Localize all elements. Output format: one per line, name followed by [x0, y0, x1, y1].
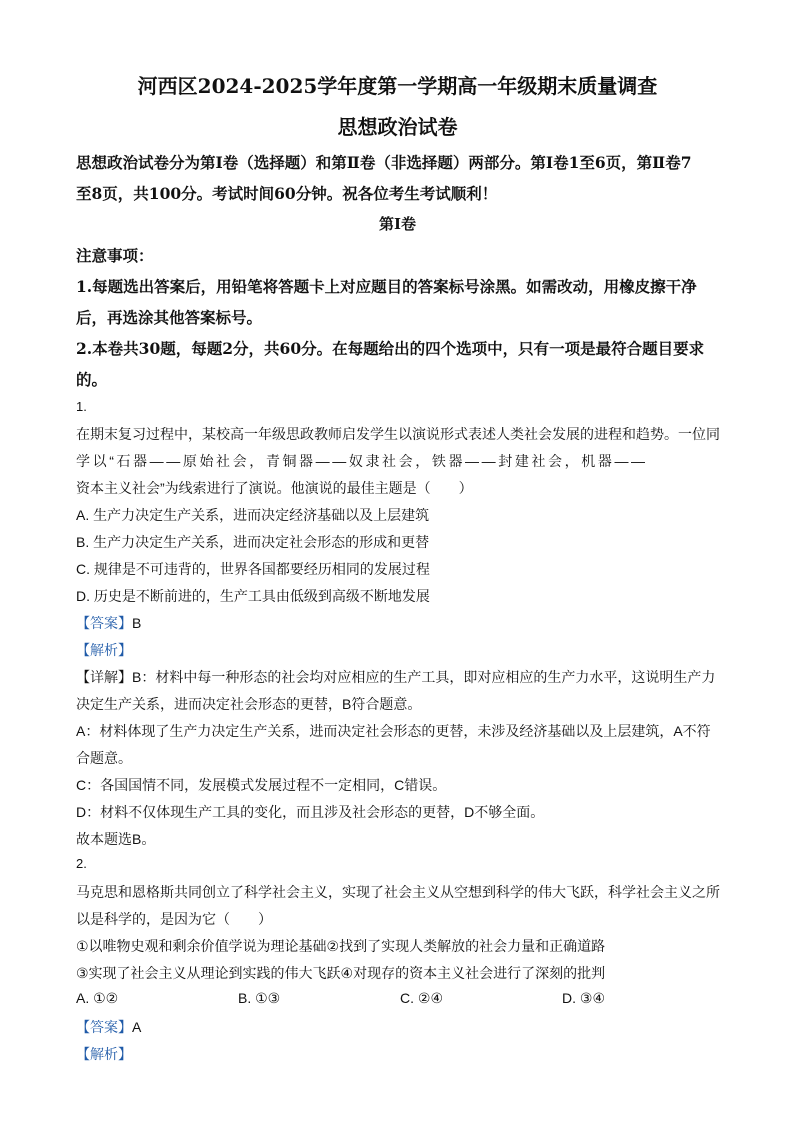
answer-value: A: [132, 1019, 142, 1035]
answer-value: B: [132, 615, 142, 631]
question-1-d-line: D：材料不仅体现生产工具的变化，而且涉及社会形态的更替，D不够全面。: [76, 804, 545, 820]
question-1-stem-line-3: 资本主义社会”为线索进行了演说。他演说的最佳主题是（ ）: [76, 480, 473, 496]
note-2-line-2: 的。: [76, 370, 108, 389]
question-2-stem-line-1: 马克思和恩格斯共同创立了科学社会主义，实现了社会主义从空想到科学的伟大飞跃，科学社会主义之所: [76, 884, 720, 900]
question-2-item-line-2: ③实现了社会主义从理论到实践的伟大飞跃④对现存的资本主义社会进行了深刻的批判: [76, 965, 606, 981]
answer-tag: 【答案】: [76, 615, 132, 631]
question-2-option-a: A. ①②: [76, 990, 119, 1006]
exam-title: 河西区2024-2025学年度第一学期高一年级期末质量调查: [137, 74, 658, 98]
notes-heading: 注意事项：: [76, 246, 154, 265]
question-1-detail-line-1: 【详解】B：材料中每一种形态的社会均对应相应的生产工具，即对应相应的生产力水平，这说明生产力: [76, 669, 716, 685]
question-2-stem-line-2: 以是科学的，是因为它（ ）: [76, 911, 272, 927]
note-2-line-1: 2.本卷共30题，每题2分，共60分。在每题给出的四个选项中，只有一项是最符合题目要求: [76, 339, 705, 358]
question-1-answer: [76, 613, 141, 633]
question-2-option-d: D. ③④: [562, 990, 605, 1006]
question-2-answer: [76, 1017, 141, 1037]
intro-line-2: 至8页，共100分。考试时间60分钟。祝各位考生考试顺利！: [76, 184, 498, 203]
question-1-option-d: D. 历史是不断前进的，生产工具由低级到高级不断地发展: [76, 588, 430, 604]
question-1-a-line-1: A：材料体现了生产力决定生产关系，进而决定社会形态的更替，未涉及经济基础以及上层建筑，A不符: [76, 723, 711, 739]
question-2-number: 2.: [76, 856, 87, 871]
question-1-number: 1.: [76, 399, 87, 414]
question-2-option-c: C. ②④: [400, 990, 443, 1006]
question-2-analysis-tag: 【解析】: [76, 1046, 132, 1062]
question-1-conclusion: 故本题选B。: [76, 831, 156, 847]
question-1-stem-line-1: 在期末复习过程中，某校高一年级思政教师启发学生以演说形式表述人类社会发展的进程和趋势。一位同: [76, 426, 720, 442]
note-1-line-1: 1.每题选出答案后，用铅笔将答题卡上对应题目的答案标号涂黑。如需改动，用橡皮擦干净: [76, 277, 697, 296]
section-title: 第Ⅰ卷: [378, 215, 417, 233]
question-1-a-line-2: 合题意。: [76, 750, 132, 766]
question-2-option-b: B. ①③: [238, 990, 281, 1006]
question-2-item-line-1: ①以唯物史观和剩余价值学说为理论基础②找到了实现人类解放的社会力量和正确道路: [76, 938, 606, 954]
question-1-option-c: C. 规律是不可违背的，世界各国都要经历相同的发展过程: [76, 561, 430, 577]
question-1-detail-line-2: 决定生产关系，进而决定社会形态的更替，B符合题意。: [76, 696, 422, 712]
exam-subtitle: 思想政治试卷: [337, 115, 458, 139]
answer-tag: 【答案】: [76, 1019, 132, 1035]
question-1-option-b: B. 生产力决定生产关系，进而决定社会形态的形成和更替: [76, 534, 430, 550]
question-1-analysis-tag: 【解析】: [76, 642, 132, 658]
question-1-stem-line-2: 学以“石器——原始社会，青铜器——奴隶社会，铁器——封建社会，机器——: [76, 453, 648, 469]
intro-line-1: 思想政治试卷分为第Ⅰ卷（选择题）和第Ⅱ卷（非选择题）两部分。第Ⅰ卷1至6页，第Ⅱ卷7: [76, 153, 692, 172]
note-1-line-2: 后，再选涂其他答案标号。: [76, 308, 263, 327]
question-1-c-line: C：各国国情不同，发展模式发展过程不一定相同，C错误。: [76, 777, 447, 793]
question-1-option-a: A. 生产力决定生产关系，进而决定经济基础以及上层建筑: [76, 507, 430, 523]
